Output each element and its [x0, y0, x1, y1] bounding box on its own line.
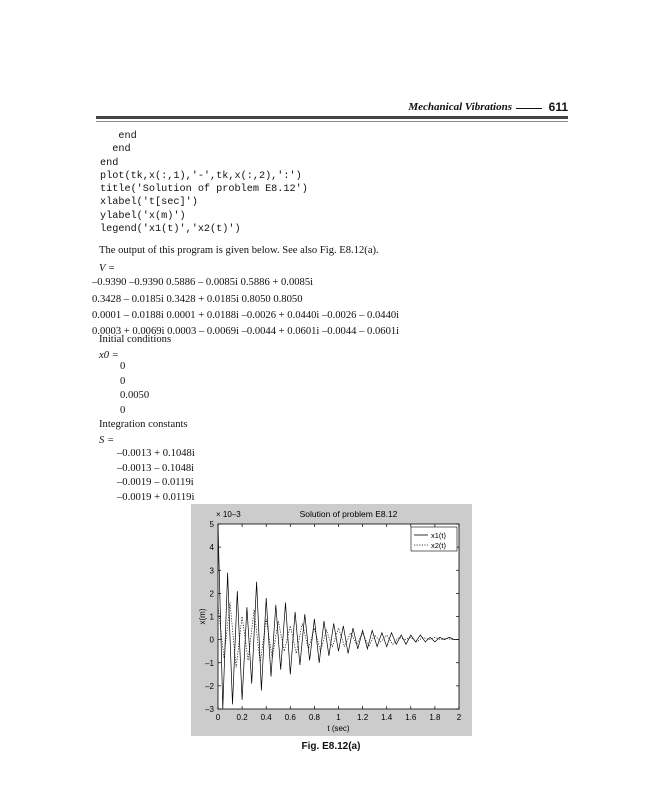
- code-line: ylabel('x(m)'): [100, 210, 186, 222]
- running-title: Mechanical Vibrations: [408, 101, 512, 113]
- figure-panel: [191, 504, 472, 736]
- initial-conditions-heading: Initial conditions: [99, 334, 172, 345]
- page-number: 611: [548, 100, 568, 114]
- integration-constants-heading: Integration constants: [99, 419, 188, 430]
- x0-value: 0: [120, 361, 126, 372]
- V-row: –0.9390 –0.9390 0.5886 – 0.0085i 0.5886 + 0.0085i: [92, 277, 314, 288]
- S-label: S =: [99, 435, 115, 446]
- plot-area: [218, 524, 459, 709]
- x-tick-label: 0.6: [284, 713, 296, 722]
- code-line: end: [100, 144, 131, 156]
- code-line: xlabel('t[sec]'): [100, 197, 198, 209]
- x0-value: 0.0050: [120, 390, 150, 401]
- y-tick-label: 2: [209, 589, 214, 599]
- code-line: title('Solution of problem E8.12'): [100, 184, 308, 196]
- y-tick-label: –1: [205, 658, 214, 668]
- code-line: end: [100, 131, 137, 142]
- S-value: –0.0013 + 0.1048i: [117, 448, 195, 459]
- x-tick-label: 0.2: [236, 713, 248, 722]
- header-dash: [516, 108, 542, 109]
- S-value: –0.0019 + 0.0119i: [117, 491, 195, 503]
- output-intro: The output of this program is given below. See also Fig. E8.12(a).: [99, 245, 379, 256]
- code-line: plot(tk,x(:,1),'-',tk,x(:,2),':'): [100, 170, 302, 182]
- y-tick-label: –3: [205, 705, 214, 714]
- code-listing: [100, 130, 308, 236]
- V-row: 0.3428 – 0.0185i 0.3428 + 0.0185i 0.8050 0.8050: [92, 294, 303, 305]
- x-tick-label: 1.2: [357, 713, 369, 722]
- chart-layer: [198, 509, 462, 733]
- y-multiplier: × 10–3: [216, 510, 241, 519]
- S-value: –0.0019 – 0.0119i: [117, 477, 194, 488]
- legend-label: x2(t): [431, 541, 446, 550]
- code-line: legend('x1(t)','x2(t)'): [100, 224, 241, 236]
- x-tick-label: 0: [215, 713, 221, 722]
- x0-value: 0: [120, 404, 126, 416]
- y-tick-label: 1: [209, 612, 214, 622]
- x0-values: [120, 360, 149, 418]
- x-tick-label: 0.8: [308, 713, 320, 722]
- figure-caption: Fig. E8.12(a): [301, 741, 361, 752]
- V-row: 0.0001 – 0.0188i 0.0001 + 0.0188i –0.0026 + 0.0440i –0.0026 – 0.0440i: [92, 310, 400, 321]
- chart-title: Solution of problem E8.12: [299, 509, 398, 519]
- legend-label: x1(t): [431, 531, 446, 540]
- S-values: [117, 447, 195, 505]
- header-rule-thin: [96, 121, 568, 122]
- code-line: end: [100, 157, 119, 169]
- x0-label: x0 =: [99, 350, 119, 361]
- S-value: –0.0013 – 0.1048i: [117, 462, 195, 474]
- y-axis-label: x(m): [198, 608, 207, 625]
- y-tick-label: 0: [209, 635, 214, 645]
- V-label: V =: [99, 263, 116, 274]
- y-tick-label: 3: [209, 566, 214, 576]
- x0-value: 0: [120, 375, 126, 387]
- y-tick-label: 5: [209, 520, 214, 529]
- y-tick-label: –2: [205, 681, 214, 691]
- V-row: 0.0003 + 0.0069i 0.0003 – 0.0069i –0.0044 + 0.0601i –0.0044 – 0.0601i: [92, 326, 400, 337]
- header-rule: [96, 116, 568, 119]
- x-tick-label: 2: [456, 713, 462, 722]
- x-tick-label: 1: [336, 713, 341, 722]
- x-tick-label: 1.6: [405, 713, 417, 722]
- chart: [191, 504, 472, 736]
- y-tick-label: 4: [209, 543, 214, 553]
- x-tick-label: 0.4: [260, 713, 272, 722]
- x-axis-label: t (sec): [327, 724, 350, 733]
- x-tick-label: 1.8: [429, 713, 441, 722]
- x-tick-label: 1.4: [381, 713, 393, 722]
